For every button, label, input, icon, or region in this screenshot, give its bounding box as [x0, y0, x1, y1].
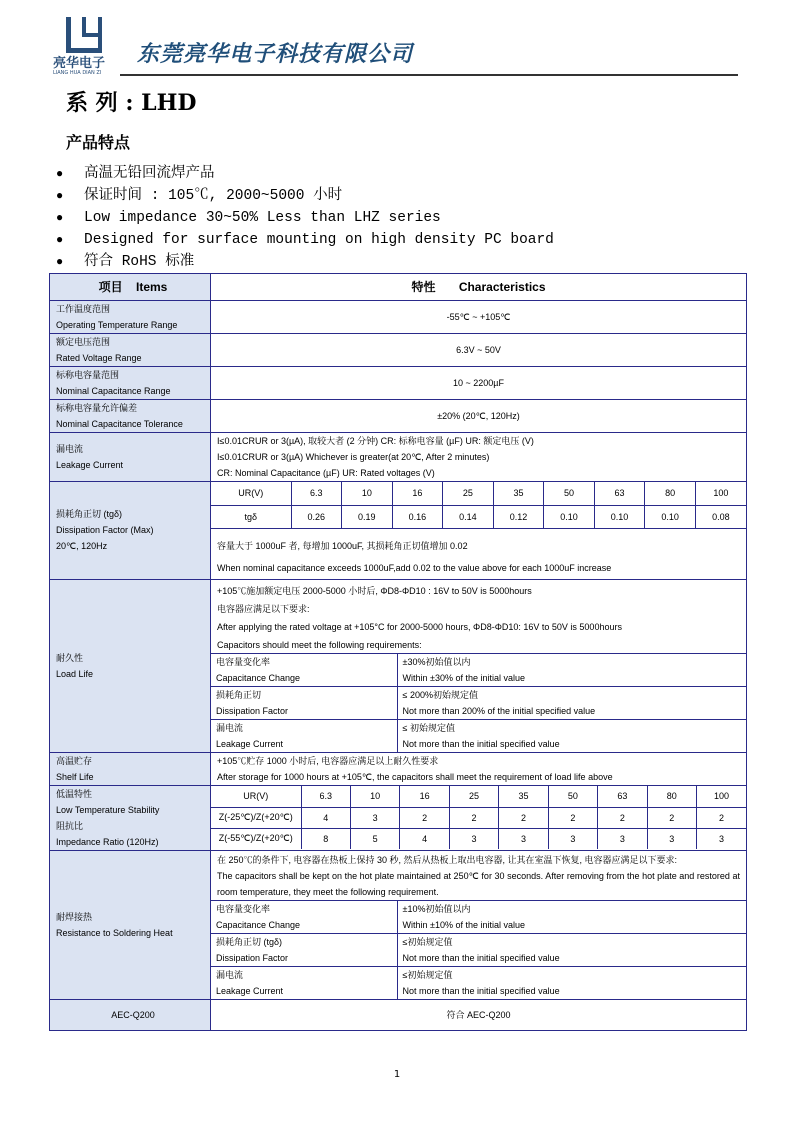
load-life-requirements	[211, 653, 746, 752]
features-title: 产品特点	[66, 133, 131, 152]
table-cell: 2	[697, 807, 747, 828]
table-cell: 5	[350, 828, 399, 849]
table-cell: 25	[443, 482, 494, 505]
row-cap-range: 标称电容量范围 Nominal Capacitance Range 10 ~ 2200µF	[50, 367, 747, 400]
row-tolerance: 标称电容量允许偏差 Nominal Capacitance Tolerance ±20% (20℃, 120Hz)	[50, 400, 747, 433]
svg-text:亮华电子: 亮华电子	[53, 56, 106, 71]
soldering-requirements	[211, 900, 746, 999]
row-leakage: 漏电流 Leakage Current I≤0.01CRUR or 3(µA), 取较大者 (2 分钟) CR: 标称电容量 (µF) UR: 额定电压 (V) I≤0.01CRUR or 3(µA) Whichever is greater(at 20℃, After 2 minutes) CR: Nominal Capacitance (µF) UR: Rated voltages (V)	[50, 433, 747, 482]
series-title: 系 列 : LHD	[66, 90, 197, 116]
table-cell: 10	[350, 786, 399, 807]
requirement-row: 漏电流 Leakage Current ≤ 初始规定值 Not more than the initial specified value	[211, 719, 746, 752]
requirement-row: 漏电流 Leakage Current ≤初始规定值 Not more than the initial specified value	[211, 966, 746, 999]
df-table: UR(V) 6.3 10 16 25 35 50 63 80 100 tgδ 0.26 0.19 0.16 0.14 0.12 0.10 0.10 0.10 0.08	[211, 482, 746, 529]
table-cell: 80	[645, 482, 696, 505]
requirement-row: 电容量变化率 Capacitance Change ±30%初始值以内 Within ±30% of the initial value	[211, 653, 746, 686]
table-cell: 100	[695, 482, 746, 505]
table-cell: 35	[493, 482, 544, 505]
table-cell: 8	[301, 828, 350, 849]
table-cell: 25	[449, 786, 498, 807]
features-list	[56, 163, 554, 273]
feature-item: ● 符合 RoHS 标准	[56, 254, 195, 270]
table-cell: 0.10	[645, 505, 696, 528]
table-cell: 0.16	[392, 505, 443, 528]
table-cell: 3	[598, 828, 647, 849]
row-op-temp: 工作温度范围 Operating Temperature Range -55℃ ~ +105℃	[50, 301, 747, 334]
table-cell: 6.3	[291, 482, 342, 505]
table-cell: 4	[400, 828, 449, 849]
table-cell: 2	[449, 807, 498, 828]
spec-table	[49, 273, 747, 1031]
table-cell: 50	[544, 482, 595, 505]
row-low-temp: 低温特性 Low Temperature Stability 阻抗比 Impedance Ratio (120Hz) UR(V) 6.3 10 16 25 35 50 63 80 100 Z(-25℃)/Z(+20℃) 4 3 2 2 2 2 2 2 2 Z(-55℃)/Z(+20℃) 8 5 4 3 3 3 3 3 3	[50, 785, 747, 850]
table-cell: 63	[594, 482, 645, 505]
table-cell: 6.3	[301, 786, 350, 807]
row-load-life: 耐久性 Load Life +105℃施加额定电压 2000-5000 小时后, ΦD8-ΦD10 : 16V to 50V is 5000hours 电容器应满足以下要求: After applying the rated voltage at +105°C for 2000-5000 hours, ΦD8-ΦD10: 16V to 50V is 5000hours Capacitors should meet the following requirements: 电容量变化率 Capacitance Change ±30%初始值以内 Within ±30% of the initial value 损耗角正切 Dissipation Factor ≤ 200%初始规定值 Not more than 200% of the initial specified value 漏电流 Leakage Current ≤ 初始规定值 Not more than the initial specified value	[50, 579, 747, 752]
table-cell: 16	[400, 786, 449, 807]
table-cell: 80	[647, 786, 696, 807]
row-aec: AEC-Q200 符合 AEC-Q200	[50, 999, 747, 1030]
row-voltage: 额定电压范围 Rated Voltage Range 6.3V ~ 50V	[50, 334, 747, 367]
requirement-row: 损耗角正切 Dissipation Factor ≤ 200%初始规定值 Not more than 200% of the initial specified value	[211, 686, 746, 719]
table-cell: 35	[499, 786, 548, 807]
impedance-table: UR(V) 6.3 10 16 25 35 50 63 80 100 Z(-25℃)/Z(+20℃) 4 3 2 2 2 2 2 2 2 Z(-55℃)/Z(+20℃) 8 5 4 3 3 3 3 3 3	[211, 786, 746, 849]
table-cell: 50	[548, 786, 597, 807]
feature-item: ● 高温无铅回流焊产品	[56, 166, 215, 182]
table-cell: 3	[350, 807, 399, 828]
table-cell: 0.08	[695, 505, 746, 528]
table-cell: 0.26	[291, 505, 342, 528]
table-cell: 4	[301, 807, 350, 828]
table-cell: 3	[697, 828, 747, 849]
table-cell: 2	[598, 807, 647, 828]
header-divider	[120, 74, 738, 76]
table-cell: 0.12	[493, 505, 544, 528]
company-logo	[52, 15, 120, 75]
row-dissipation: 损耗角正切 (tgδ) Dissipation Factor (Max) 20℃, 120Hz UR(V) 6.3 10 16 25 35 50 63 80 100 tgδ 0.26 0.19 0.16 0.14 0.12 0.10 0.10 0.10 0.08 容量大于 1000uF 者, 每增加 1000uF, 其损耗角正切值增加 0.02 When nominal capacitance exceeds 1000uF,add 0.02 to the value above for each 1000uF increase	[50, 482, 747, 580]
row-soldering: 耐焊接热 Resistance to Soldering Heat 在 250℃的条件下, 电容器在热板上保持 30 秒, 然后从热板上取出电容器, 让其在室温下恢复, 电容器应满足以下要求: The capacitors shall be kept on the hot plate maintained at 250℃ for 30 seconds. After removing from the hot plate and restored at room temperature, they meet the following requirement. 电容量变化率 Capacitance Change ±10%初始值以内 Within ±10% of the initial value 损耗角正切 (tgδ) Dissipation Factor ≤初始规定值 Not more than the initial specified value 漏电流 Leakage Current ≤初始规定值 Not more than the initial specified value	[50, 850, 747, 999]
table-cell: 63	[598, 786, 647, 807]
table-cell: 3	[499, 828, 548, 849]
table-cell: 0.10	[544, 505, 595, 528]
feature-item: ● Designed for surface mounting on high density PC board	[56, 232, 554, 248]
feature-item: ● 保证时间 : 105℃, 2000~5000 小时	[56, 188, 343, 204]
svg-text:LIANG HUA DIAN ZI: LIANG HUA DIAN ZI	[53, 70, 102, 75]
table-cell: 2	[400, 807, 449, 828]
table-cell: 0.10	[594, 505, 645, 528]
requirement-row: 电容量变化率 Capacitance Change ±10%初始值以内 Within ±10% of the initial value	[211, 900, 746, 933]
table-cell: 10	[342, 482, 393, 505]
table-cell: 0.14	[443, 505, 494, 528]
table-cell: 2	[548, 807, 597, 828]
table-cell: 2	[647, 807, 696, 828]
table-cell: 100	[697, 786, 747, 807]
table-cell: 16	[392, 482, 443, 505]
feature-item: ● Low impedance 30~50% Less than LHZ series	[56, 210, 441, 226]
table-cell: 3	[647, 828, 696, 849]
table-header: 项目 Items 特性 Characteristics	[50, 274, 747, 301]
row-shelf-life: 高温贮存 Shelf Life +105℃贮存 1000 小时后, 电容器应满足以上耐久性要求 After storage for 1000 hours at +105℃, the capacitors shall meet the requirement of load life above	[50, 752, 747, 785]
table-cell: 3	[548, 828, 597, 849]
page-number: 1	[393, 1069, 401, 1080]
requirement-row: 损耗角正切 (tgδ) Dissipation Factor ≤初始规定值 Not more than the initial specified value	[211, 933, 746, 966]
table-cell: 2	[499, 807, 548, 828]
table-cell: 0.19	[342, 505, 393, 528]
company-name: 东莞亮华电子科技有限公司	[137, 41, 414, 67]
table-cell: 3	[449, 828, 498, 849]
